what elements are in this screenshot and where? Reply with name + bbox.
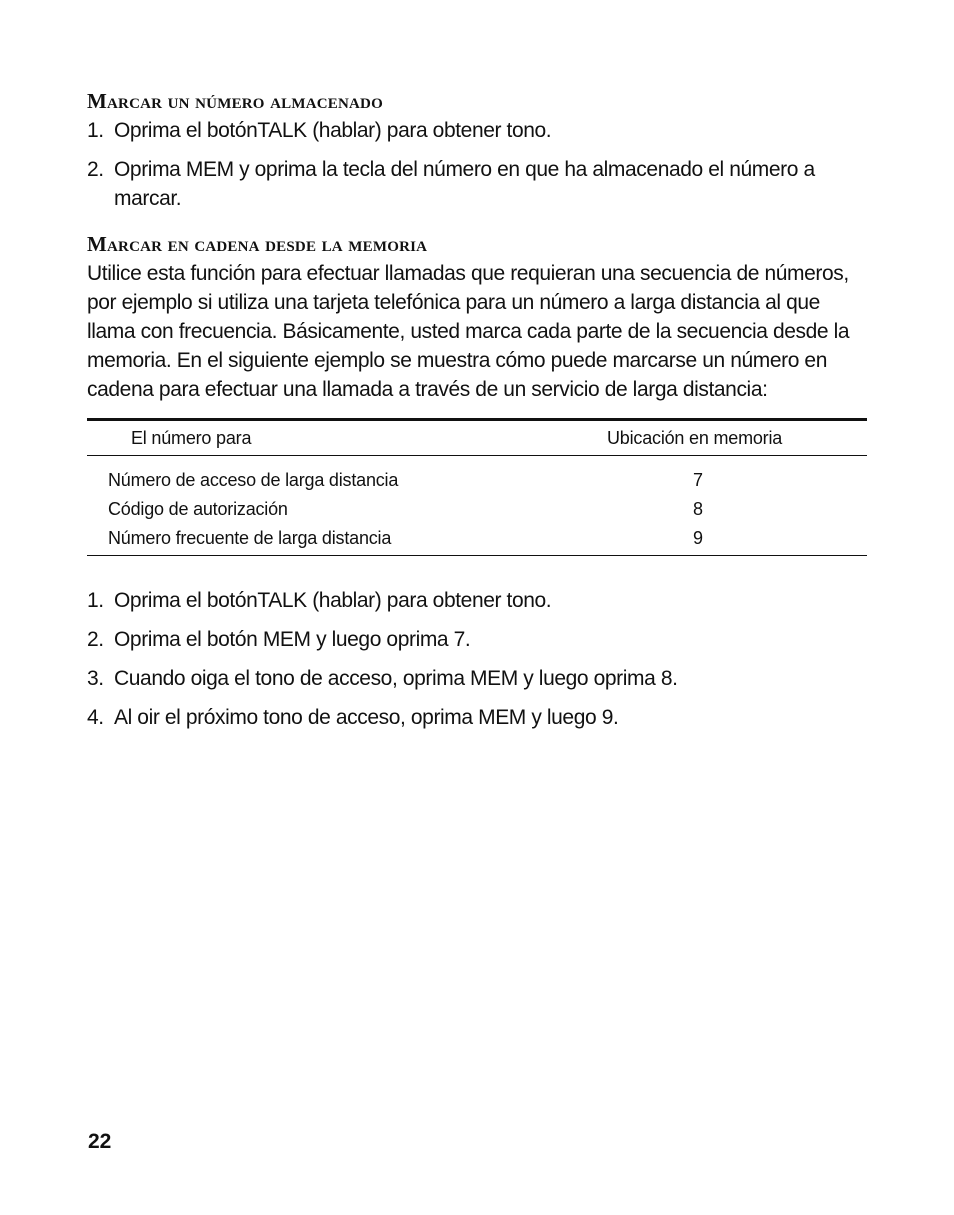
list-item [87,625,867,654]
table-cell-description: Número de acceso de larga distancia [108,470,399,490]
table-header [87,421,867,456]
table-cell-description: Código de autorización [108,499,288,519]
column-header-memory-location: Ubicación en memoria [607,427,783,448]
step-number: 2. [87,158,104,181]
section-heading-chain-dialing: Marcar en cadena desde la memoria [87,232,428,256]
step-number: 2. [87,628,104,651]
list-item [87,703,867,732]
step-text: Oprima el botónTALK (hablar) para obtener tono. [114,119,552,142]
step-number: 4. [87,706,104,729]
step-number: 3. [87,667,104,690]
table-cell-description: Número frecuente de larga distancia [108,528,392,548]
table-row [87,466,867,495]
column-header-number-for: El número para [131,427,252,448]
section-heading-stored-number: Marcar un número almacenado [87,89,383,113]
chain-dialing-steps [87,586,867,732]
step-number: 1. [87,589,104,612]
manual-page [87,86,867,742]
table-cell-location: 9 [693,528,703,548]
table-cell-location: 7 [693,470,703,490]
table-cell-location: 8 [693,499,703,519]
step-number: 1. [87,119,104,142]
table-body [87,456,867,555]
table-row [87,495,867,524]
chain-dialing-description: Utilice esta función para efectuar llamadas que requieran una secuencia de números, por ejemplo si utiliza una tarjeta telefónica para un número a larga distancia al que llama con frecuencia. Básicamente, usted marca cada parte de la secuencia desde la memoria. En el siguiente ejemplo se muestra cómo puede marcarse un número en cadena para efectuar una llamada a través de un servicio de larga distancia: [87,262,850,401]
list-item [87,116,867,145]
memory-location-table [87,418,867,556]
step-text: Al oir el próximo tono de acceso, oprima MEM y luego 9. [114,706,619,729]
step-text: Oprima MEM y oprima la tecla del número en que ha almacenado el número a marcar. [114,158,815,210]
table-row [87,524,867,553]
step-text: Oprima el botónTALK (hablar) para obtener tono. [114,589,552,612]
page-number: 22 [88,1130,112,1153]
list-item [87,586,867,615]
stored-number-steps [87,116,867,213]
step-text: Cuando oiga el tono de acceso, oprima MEM y luego oprima 8. [114,667,678,690]
list-item [87,155,867,213]
step-text: Oprima el botón MEM y luego oprima 7. [114,628,471,651]
list-item [87,664,867,693]
